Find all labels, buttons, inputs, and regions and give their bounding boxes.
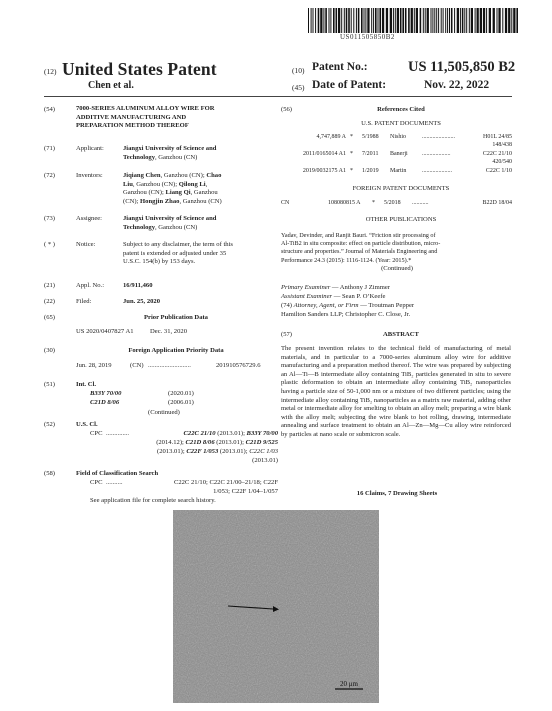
appl-no-label: Appl. No.: bbox=[76, 282, 105, 289]
field-22-num: (22) bbox=[44, 298, 55, 305]
barcode-bar bbox=[336, 8, 338, 33]
barcode-bar bbox=[451, 8, 453, 33]
barcode-bar bbox=[346, 8, 348, 33]
inventor-location: , Ganzhou (CN) bbox=[179, 197, 222, 205]
barcode-number: US011505850B2 bbox=[340, 33, 395, 41]
other-pubs-continued: (Continued) bbox=[381, 265, 413, 272]
barcode-bar bbox=[469, 8, 470, 33]
us-cl-date: (2013.01); bbox=[214, 439, 246, 446]
barcode-bar bbox=[411, 8, 413, 33]
notice-line: patent is extended or adjusted under 35 bbox=[123, 249, 227, 257]
ref-name: Martin bbox=[390, 168, 407, 174]
fp-country: CN bbox=[281, 200, 290, 206]
barcode-bar bbox=[393, 8, 394, 33]
applicant-location: , Ganzhou (CN) bbox=[155, 153, 198, 161]
field-search-line: 1/053; C22F 1/04–1/057 bbox=[213, 488, 278, 495]
barcode-bar bbox=[318, 8, 320, 33]
barcode-bar bbox=[382, 8, 384, 33]
notice-line: Subject to any disclaimer, the term of this bbox=[123, 241, 233, 248]
inventor-location: , Ganzhou bbox=[190, 189, 218, 197]
applicant-name-2: Technology bbox=[123, 153, 155, 161]
ref-class-2: 420/540 bbox=[492, 158, 512, 165]
assignee-name-2: Technology bbox=[123, 223, 155, 231]
barcode-bar bbox=[378, 8, 379, 33]
us-cl-date: (2013.01); bbox=[218, 448, 250, 455]
primary-examiner bbox=[281, 284, 390, 293]
date-num: (45) bbox=[292, 83, 305, 92]
barcode-bar bbox=[341, 8, 342, 33]
field-21-num: (21) bbox=[44, 282, 55, 289]
barcode-bar bbox=[513, 8, 515, 33]
scale-bar-label: 20 μm bbox=[340, 680, 358, 688]
fp-dots: ........... bbox=[412, 200, 429, 206]
inventor-location: , Ganzhou (CN); bbox=[160, 172, 207, 179]
int-cl-class: B33Y 70/00 bbox=[90, 390, 122, 397]
invention-title bbox=[76, 105, 215, 131]
ref-date: 1/2019 bbox=[362, 168, 379, 174]
ref-class: C22C 1/10 bbox=[485, 168, 512, 174]
inventor-name: Qilong Li bbox=[178, 180, 206, 188]
barcode-bar bbox=[379, 8, 381, 33]
barcode-bar bbox=[367, 8, 369, 33]
barcode-bar bbox=[516, 8, 518, 33]
barcode-bar bbox=[475, 8, 476, 33]
us-cl-heading: U.S. Cl. bbox=[76, 421, 98, 428]
ref-date: 7/2011 bbox=[362, 151, 379, 157]
barcode-bar bbox=[431, 8, 432, 33]
barcode-bar bbox=[457, 8, 459, 33]
notice-label: Notice: bbox=[76, 241, 96, 248]
barcode-bar bbox=[486, 8, 487, 33]
inventor-name: Hongjin Zhao bbox=[140, 197, 180, 205]
barcode-bar bbox=[441, 8, 442, 33]
field-search-note: See application file for complete search history. bbox=[90, 497, 216, 504]
barcode-bar bbox=[462, 8, 464, 33]
inventor-name: Chao bbox=[206, 172, 222, 179]
priority-app-number: 201910576729.6 bbox=[216, 362, 261, 369]
barcode-bar bbox=[445, 8, 446, 33]
barcode-bar bbox=[508, 8, 510, 33]
applicant-name: Jiangxi University of Science and bbox=[123, 145, 217, 152]
ref-number: 2011/0165014 A1 bbox=[303, 151, 346, 157]
other-pub-line: Performance 24.3 (2015): 1116-1124. (Year: 2015).* bbox=[281, 256, 412, 264]
inventor-location: Ganzhou (CN); bbox=[123, 189, 166, 197]
us-cl-dots: .............. bbox=[106, 430, 130, 437]
barcode-bar bbox=[386, 8, 388, 33]
inventor-name: Liu bbox=[123, 180, 133, 188]
claims-summary: 16 Claims, 7 Drawing Sheets bbox=[356, 490, 438, 497]
barcode-bar bbox=[443, 8, 444, 33]
us-cl-line bbox=[146, 430, 278, 439]
barcode-bar bbox=[330, 8, 331, 33]
ref-star: * bbox=[350, 151, 353, 157]
barcode-bar bbox=[405, 8, 407, 33]
ref-dots: ................... bbox=[422, 151, 451, 157]
ref-star: * bbox=[350, 168, 353, 174]
assignee-name: Jiangxi University of Science and bbox=[123, 215, 217, 222]
us-cl-class: C22F 1/053 bbox=[186, 448, 219, 455]
barcode-bar bbox=[320, 8, 322, 33]
field-search-cpc: CPC bbox=[90, 479, 103, 486]
field-search-line: C22C 21/10; C22C 21/00–21/18; C22F bbox=[173, 479, 278, 486]
barcode-bar bbox=[497, 8, 498, 33]
barcode-bar bbox=[432, 8, 433, 33]
us-cl-class: C22C 21/10 bbox=[183, 430, 216, 437]
assistant-examiner bbox=[281, 293, 385, 302]
other-pub-line: structure and properties.” Journal of Materials Engineering and bbox=[281, 248, 438, 256]
barcode-bar bbox=[511, 8, 512, 33]
barcode-bar bbox=[353, 8, 354, 33]
inventor-location: , Ganzhou (CN); bbox=[132, 180, 179, 188]
patent-no: US 11,505,850 B2 bbox=[408, 59, 516, 75]
attorney-firm: Hamilton Sanders LLP; Christopher C. Close, Jr. bbox=[281, 311, 411, 318]
barcode-bar bbox=[423, 8, 424, 33]
other-pub-line: Yadav, Devinder, and Ranjit Bauri. “Friction stir processing of bbox=[281, 232, 436, 239]
us-cl-class: C22C 1/03 bbox=[249, 448, 278, 455]
field-51-num: (51) bbox=[44, 381, 55, 388]
references-heading: References Cited bbox=[377, 106, 425, 113]
fp-date: 5/2018 bbox=[384, 200, 401, 206]
barcode-bar bbox=[454, 8, 455, 33]
assistant-examiner-label: Assistant Examiner bbox=[281, 293, 333, 300]
barcode-bar bbox=[315, 8, 316, 33]
barcode-bar bbox=[408, 8, 410, 33]
barcode-bar bbox=[329, 8, 330, 33]
barcode-bar bbox=[400, 8, 402, 33]
priority-country: (CN) bbox=[130, 362, 144, 369]
field-73-num: (73) bbox=[44, 215, 55, 222]
barcode-bar bbox=[425, 8, 426, 33]
field-search-dots: .......... bbox=[106, 479, 123, 486]
ref-star: * bbox=[350, 134, 353, 140]
notice-line: U.S.C. 154(b) by 153 days. bbox=[123, 258, 196, 266]
field-65-num: (65) bbox=[44, 314, 55, 321]
date-of-patent: Nov. 22, 2022 bbox=[424, 79, 490, 91]
foreign-docs-heading: FOREIGN PATENT DOCUMENTS bbox=[352, 185, 450, 192]
abstract-text: The present invention relates to the technical field of manufacturing of metal materials, and in particular to a 7000-series aluminum alloy wire for additive manufacturing and a preparation method thereof. The wire was prepared by subjecting an Al—Ti—B intermediate alloy containing TiB₂ particles generated in situ to severe plastic deformation to obtain an intermediate alloy containing TiB₂ nanoparticles having a particle size of 50-1,000 nm or a mixture of two different particles; using the intermediate alloy containing TiB₂ nanoparticles as a matrix raw material, adding other metal or intermediate alloy for smelting to obtain an alloy melt; preparing a wire blank with the alloy melt; subjecting the wire blank to hot rolling, drawing, intermediate annealing and surface treatment to obtain an Al—Zn—Mg—Cu alloy wire reinforced by particles at nano scale or submicron scale. bbox=[281, 345, 511, 438]
notice-num: ( * ) bbox=[44, 241, 55, 248]
assistant-examiner-name: — Sean P. O’Keefe bbox=[332, 293, 386, 300]
us-cl-class: C21D 8/06 bbox=[185, 439, 215, 446]
barcode-bar bbox=[420, 8, 422, 33]
barcode-bar bbox=[395, 8, 396, 33]
barcode-bar bbox=[449, 8, 450, 33]
int-cl-heading: Int. Cl. bbox=[76, 381, 96, 388]
us-cl-date: (2013.01); bbox=[157, 448, 187, 455]
barcode-bar bbox=[365, 8, 366, 33]
us-cl-class: C21D 9/525 bbox=[245, 439, 278, 446]
int-cl-date: (2020.01) bbox=[168, 390, 194, 397]
barcode-bar bbox=[434, 8, 435, 33]
field-57-num: (57) bbox=[281, 331, 292, 338]
abstract-heading: ABSTRACT bbox=[383, 331, 419, 338]
barcode-bar bbox=[390, 8, 392, 33]
primary-examiner-name: — Anthony J Zimmer bbox=[330, 284, 390, 291]
barcode-bar bbox=[351, 8, 352, 33]
barcode-bar bbox=[460, 8, 461, 33]
field-30-num: (30) bbox=[44, 347, 55, 354]
barcode-bar bbox=[348, 8, 350, 33]
field-58-num: (58) bbox=[44, 470, 55, 477]
ref-number: 2019/0032175 A1 bbox=[302, 168, 346, 174]
assignee bbox=[123, 215, 216, 232]
patent-title-header: United States Patent bbox=[62, 59, 217, 79]
barcode-bar bbox=[313, 8, 314, 33]
barcode-bar bbox=[438, 8, 439, 33]
other-pubs-heading: OTHER PUBLICATIONS bbox=[365, 216, 437, 223]
inventor-name: Liang Qi bbox=[165, 189, 191, 197]
barcode-bar bbox=[489, 8, 491, 33]
barcode-bar bbox=[498, 8, 500, 33]
invention-title-line: ADDITIVE MANUFACTURING AND bbox=[76, 113, 187, 121]
ref-class: C22C 21/10 bbox=[482, 151, 512, 157]
barcode-bar bbox=[477, 8, 479, 33]
prior-pub-date: Dec. 31, 2020 bbox=[150, 328, 187, 335]
barcode bbox=[308, 8, 520, 33]
barcode-bar bbox=[361, 8, 363, 33]
inventors-label: Inventors: bbox=[76, 172, 103, 179]
patent-no-label: Patent No.: bbox=[312, 61, 368, 73]
us-patent-docs-heading: U.S. PATENT DOCUMENTS bbox=[361, 120, 441, 127]
ref-date: 5/1988 bbox=[362, 134, 379, 140]
header-rule bbox=[44, 96, 512, 97]
us-cl-cpc: CPC bbox=[90, 430, 103, 437]
barcode-bar bbox=[505, 8, 507, 33]
appl-no: 16/911,460 bbox=[123, 282, 153, 289]
barcode-bar bbox=[323, 8, 324, 33]
us-cl-line bbox=[110, 448, 278, 457]
invention-title-line: PREPARATION METHOD THEREOF bbox=[76, 122, 189, 130]
filed-date: Jun. 25, 2020 bbox=[123, 298, 161, 305]
inventor-name: Jiqiang Chen bbox=[123, 172, 161, 179]
us-cl-date: (2013.01); bbox=[215, 430, 247, 437]
attorney-name: — Troutman Pepper bbox=[358, 302, 415, 309]
barcode-bar bbox=[375, 8, 377, 33]
barcode-bar bbox=[344, 8, 345, 33]
barcode-bar bbox=[414, 8, 415, 33]
barcode-bar bbox=[471, 8, 473, 33]
barcode-bar bbox=[371, 8, 372, 33]
ref-name: Nishio bbox=[390, 134, 407, 140]
barcode-bar bbox=[364, 8, 365, 33]
barcode-bar bbox=[416, 8, 418, 33]
kind-code-num: (12) bbox=[44, 67, 57, 76]
barcode-bar bbox=[402, 8, 404, 33]
foreign-priority-heading: Foreign Application Priority Data bbox=[128, 347, 224, 354]
barcode-bar bbox=[325, 8, 327, 33]
date-label: Date of Patent: bbox=[312, 79, 387, 91]
ref-number: 4,747,889 A bbox=[316, 134, 346, 140]
field-56-num: (56) bbox=[281, 106, 292, 113]
fp-number: 108080815 A bbox=[328, 200, 361, 206]
int-cl-date: (2006.01) bbox=[168, 399, 194, 406]
priority-dots: .......................... bbox=[148, 362, 191, 369]
other-pubs bbox=[281, 232, 513, 265]
field-71-num: (71) bbox=[44, 145, 55, 152]
ref-class: H01L 24/85 bbox=[483, 134, 512, 140]
barcode-bar bbox=[333, 8, 335, 33]
field-search-heading: Field of Classification Search bbox=[76, 470, 159, 477]
barcode-bar bbox=[447, 8, 448, 33]
applicant-label: Applicant: bbox=[76, 145, 104, 152]
micrograph-figure bbox=[173, 510, 379, 703]
authors: Chen et al. bbox=[88, 80, 134, 91]
ref-dots: .................... bbox=[422, 168, 452, 174]
us-cl-class: B33Y 70/00 bbox=[246, 430, 278, 437]
int-cl-class: C21D 8/06 bbox=[90, 399, 120, 406]
assignee-location: , Ganzhou (CN) bbox=[155, 223, 198, 231]
invention-title-line: 7000-SERIES ALUMINUM ALLOY WIRE FOR bbox=[76, 105, 215, 112]
assignee-label: Assignee: bbox=[76, 215, 103, 222]
field-54-num: (54) bbox=[44, 106, 55, 113]
barcode-bar bbox=[464, 8, 465, 33]
ref-class-2: 148/438 bbox=[492, 141, 512, 148]
applicant bbox=[123, 145, 216, 162]
prior-pub-number: US 2020/0407827 A1 bbox=[76, 328, 134, 335]
notice-text bbox=[123, 241, 233, 267]
barcode-bar bbox=[311, 8, 312, 33]
primary-examiner-label: Primary Examiner bbox=[281, 284, 331, 291]
attorney bbox=[281, 302, 414, 311]
barcode-bar bbox=[427, 8, 429, 33]
barcode-bar bbox=[483, 8, 485, 33]
us-cl-line bbox=[110, 439, 278, 448]
us-cl-date: (2014.12); bbox=[156, 439, 186, 446]
other-pub-line: Al-TiB2 in situ composite: effect on particle distribution, micro- bbox=[281, 240, 441, 248]
prior-pub-heading: Prior Publication Data bbox=[144, 314, 208, 321]
fp-star: * bbox=[372, 200, 375, 206]
barcode-bar bbox=[436, 8, 437, 33]
barcode-bar bbox=[338, 8, 340, 33]
barcode-bar bbox=[493, 8, 495, 33]
field-52-num: (52) bbox=[44, 421, 55, 428]
barcode-bar bbox=[466, 8, 467, 33]
patent-no-num: (10) bbox=[292, 66, 305, 75]
priority-date: Jun. 28, 2019 bbox=[76, 362, 112, 369]
inventor-sep: , bbox=[205, 180, 208, 188]
int-cl-continued: (Continued) bbox=[148, 409, 180, 416]
barcode-bar bbox=[308, 8, 309, 33]
attorney-label: Attorney, Agent, or Firm bbox=[293, 302, 359, 309]
barcode-bar bbox=[373, 8, 374, 33]
ref-dots: ...................... bbox=[422, 134, 455, 140]
field-74-num: (74) bbox=[281, 302, 292, 309]
barcode-bar bbox=[358, 8, 360, 33]
inventor-location: (CN); bbox=[123, 197, 141, 205]
filed-label: Filed: bbox=[76, 298, 92, 305]
barcode-bar bbox=[397, 8, 399, 33]
inventors bbox=[123, 172, 273, 206]
us-cl-line: (2013.01) bbox=[252, 457, 278, 464]
ref-name: Banerji bbox=[390, 151, 408, 157]
figure-texture bbox=[173, 510, 379, 703]
barcode-bar bbox=[502, 8, 503, 33]
barcode-bar bbox=[480, 8, 482, 33]
field-72-num: (72) bbox=[44, 172, 55, 179]
fp-class: B22D 18/04 bbox=[482, 200, 512, 206]
barcode-bar bbox=[356, 8, 357, 33]
